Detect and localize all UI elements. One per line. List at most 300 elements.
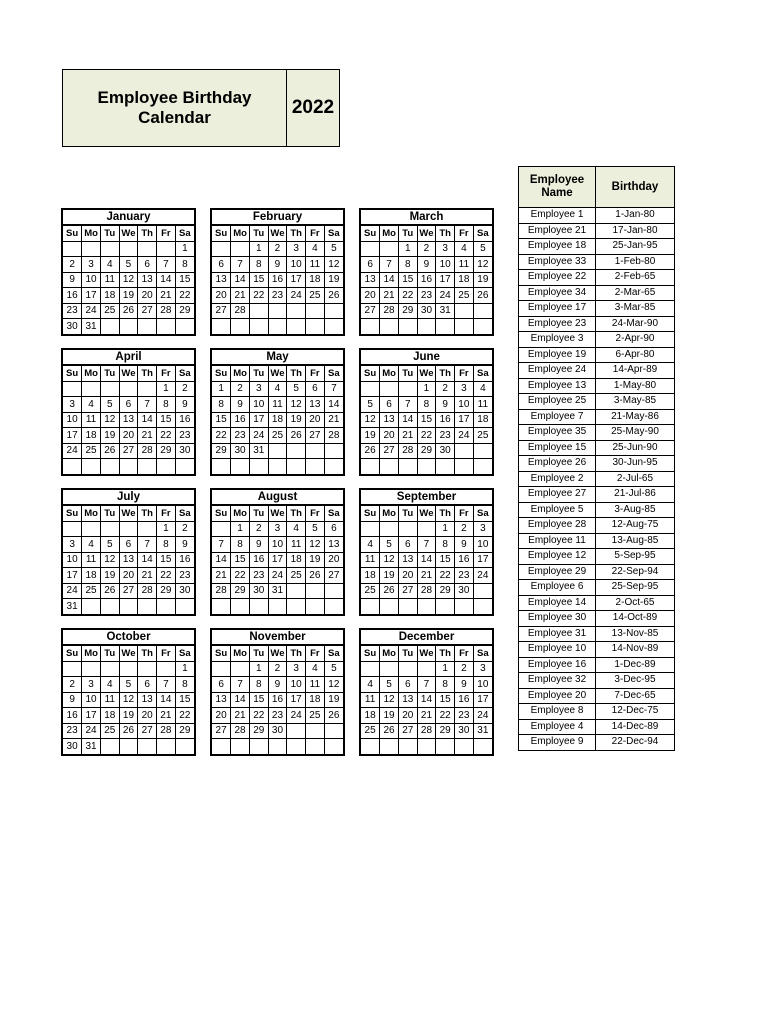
employee-name-cell: Employee 19	[519, 347, 596, 363]
weekday-header: Su	[63, 646, 82, 661]
day-cell	[82, 459, 101, 474]
day-cell: 21	[398, 428, 417, 444]
day-cell: 9	[175, 397, 194, 413]
employee-name-cell: Employee 31	[519, 626, 596, 642]
table-row	[519, 363, 675, 379]
birthday-cell: 12-Aug-75	[596, 518, 675, 534]
day-cell: 10	[436, 257, 455, 273]
day-cell	[249, 599, 268, 614]
month-days-table	[212, 646, 343, 754]
employee-name-cell: Employee 22	[519, 270, 596, 286]
day-cell: 11	[287, 537, 306, 553]
day-cell: 14	[417, 692, 436, 708]
day-cell: 18	[268, 412, 287, 428]
weekday-header: Th	[287, 226, 306, 241]
day-cell	[324, 599, 343, 614]
column-header-birthday: Birthday	[596, 167, 675, 208]
day-cell	[380, 459, 399, 474]
weekday-header: Tu	[249, 366, 268, 381]
day-cell: 20	[398, 708, 417, 724]
weekday-header: Mo	[231, 506, 250, 521]
day-cell	[361, 319, 380, 334]
day-cell	[249, 739, 268, 754]
day-cell: 16	[268, 272, 287, 288]
day-cell: 5	[100, 397, 119, 413]
day-cell	[268, 443, 287, 459]
day-cell: 10	[63, 412, 82, 428]
day-cell	[231, 319, 250, 334]
day-cell: 9	[175, 537, 194, 553]
day-cell	[175, 599, 194, 614]
day-cell	[306, 443, 325, 459]
day-cell: 30	[268, 723, 287, 739]
table-row	[519, 223, 675, 239]
employee-name-cell: Employee 9	[519, 735, 596, 751]
weekday-header: Mo	[231, 646, 250, 661]
day-cell	[473, 459, 492, 474]
weekday-header: Su	[212, 226, 231, 241]
day-cell	[231, 739, 250, 754]
day-cell	[398, 381, 417, 397]
birthday-cell: 3-Dec-95	[596, 673, 675, 689]
day-cell: 1	[436, 521, 455, 537]
weekday-header: Su	[212, 366, 231, 381]
day-cell: 2	[268, 241, 287, 257]
day-cell: 21	[231, 288, 250, 304]
day-cell	[138, 241, 157, 257]
day-cell: 15	[398, 272, 417, 288]
day-cell: 17	[82, 708, 101, 724]
day-cell: 29	[157, 443, 176, 459]
day-cell: 28	[157, 723, 176, 739]
day-cell	[175, 459, 194, 474]
day-cell: 21	[138, 428, 157, 444]
birthday-cell: 2-Apr-90	[596, 332, 675, 348]
day-cell: 22	[249, 288, 268, 304]
weekday-header: Mo	[231, 366, 250, 381]
day-cell: 17	[82, 288, 101, 304]
day-cell: 13	[324, 537, 343, 553]
table-row	[519, 595, 675, 611]
day-cell: 3	[63, 397, 82, 413]
day-cell: 8	[157, 397, 176, 413]
day-cell	[380, 599, 399, 614]
day-cell: 11	[473, 397, 492, 413]
day-cell: 5	[100, 537, 119, 553]
day-cell	[436, 319, 455, 334]
employee-name-cell: Employee 25	[519, 394, 596, 410]
day-cell: 11	[306, 257, 325, 273]
day-cell: 6	[212, 677, 231, 693]
month-calendar	[210, 208, 345, 336]
day-cell: 1	[212, 381, 231, 397]
employee-name-cell: Employee 2	[519, 471, 596, 487]
day-cell	[100, 521, 119, 537]
day-cell: 30	[417, 303, 436, 319]
day-cell: 13	[212, 692, 231, 708]
day-cell: 10	[82, 272, 101, 288]
weekday-header: We	[417, 506, 436, 521]
day-cell: 26	[287, 428, 306, 444]
day-cell: 1	[157, 381, 176, 397]
day-cell	[119, 241, 138, 257]
weekday-header: Th	[436, 506, 455, 521]
day-cell	[455, 303, 474, 319]
day-cell: 6	[398, 537, 417, 553]
day-cell	[82, 661, 101, 677]
table-row	[519, 487, 675, 503]
employee-name-cell: Employee 6	[519, 580, 596, 596]
day-cell: 12	[324, 257, 343, 273]
day-cell: 10	[268, 537, 287, 553]
day-cell: 3	[287, 241, 306, 257]
day-cell: 22	[175, 708, 194, 724]
page-title: Employee Birthday Calendar	[63, 70, 287, 146]
day-cell	[100, 381, 119, 397]
day-cell: 11	[361, 692, 380, 708]
day-cell: 3	[63, 537, 82, 553]
day-cell: 25	[100, 723, 119, 739]
day-cell: 3	[473, 661, 492, 677]
day-cell: 10	[455, 397, 474, 413]
table-row	[519, 316, 675, 332]
weekday-header: Fr	[157, 646, 176, 661]
day-cell	[398, 521, 417, 537]
day-cell	[306, 599, 325, 614]
day-cell	[231, 661, 250, 677]
day-cell	[157, 661, 176, 677]
month-name: September	[361, 490, 492, 506]
day-cell	[138, 319, 157, 334]
day-cell	[119, 739, 138, 754]
employee-name-cell: Employee 13	[519, 378, 596, 394]
month-days-table	[63, 226, 194, 334]
day-cell	[287, 319, 306, 334]
day-cell: 12	[380, 552, 399, 568]
day-cell	[324, 319, 343, 334]
day-cell	[306, 739, 325, 754]
day-cell	[287, 443, 306, 459]
day-cell	[82, 241, 101, 257]
day-cell: 31	[473, 723, 492, 739]
day-cell	[473, 443, 492, 459]
day-cell: 16	[249, 552, 268, 568]
day-cell	[175, 739, 194, 754]
day-cell: 24	[268, 568, 287, 584]
day-cell: 14	[417, 552, 436, 568]
day-cell: 9	[231, 397, 250, 413]
day-cell: 26	[380, 723, 399, 739]
day-cell: 16	[268, 692, 287, 708]
day-cell: 25	[82, 443, 101, 459]
day-cell: 25	[473, 428, 492, 444]
day-cell: 3	[436, 241, 455, 257]
day-cell	[119, 661, 138, 677]
day-cell: 26	[119, 723, 138, 739]
month-calendar	[210, 628, 345, 756]
weekday-header: Sa	[175, 646, 194, 661]
day-cell	[380, 319, 399, 334]
weekday-header: Su	[212, 646, 231, 661]
weekday-header: Fr	[306, 646, 325, 661]
table-row	[519, 657, 675, 673]
day-cell: 15	[157, 412, 176, 428]
table-row	[519, 347, 675, 363]
day-cell: 16	[455, 692, 474, 708]
day-cell: 3	[287, 661, 306, 677]
birthday-cell: 2-Feb-65	[596, 270, 675, 286]
day-cell: 31	[63, 599, 82, 614]
day-cell: 25	[100, 303, 119, 319]
day-cell	[212, 319, 231, 334]
day-cell	[268, 303, 287, 319]
day-cell: 29	[231, 583, 250, 599]
day-cell: 6	[398, 677, 417, 693]
weekday-header: Mo	[380, 646, 399, 661]
day-cell: 16	[417, 272, 436, 288]
table-row	[519, 735, 675, 751]
weekday-header: We	[119, 366, 138, 381]
day-cell: 23	[175, 428, 194, 444]
weekday-header: Sa	[473, 506, 492, 521]
day-cell: 13	[212, 272, 231, 288]
weekday-header: We	[119, 506, 138, 521]
day-cell	[398, 319, 417, 334]
weekday-header: Mo	[380, 506, 399, 521]
day-cell: 27	[212, 303, 231, 319]
day-cell: 27	[138, 723, 157, 739]
day-cell	[417, 599, 436, 614]
employee-name-cell: Employee 17	[519, 301, 596, 317]
day-cell: 11	[306, 677, 325, 693]
day-cell: 8	[436, 537, 455, 553]
day-cell: 22	[249, 708, 268, 724]
day-cell: 9	[455, 677, 474, 693]
table-row	[519, 301, 675, 317]
birthday-cell: 25-Jun-90	[596, 440, 675, 456]
day-cell: 28	[417, 723, 436, 739]
weekday-header: We	[417, 366, 436, 381]
day-cell: 22	[212, 428, 231, 444]
table-row	[519, 471, 675, 487]
day-cell: 10	[473, 537, 492, 553]
day-cell: 2	[268, 661, 287, 677]
day-cell: 25	[455, 288, 474, 304]
day-cell: 13	[138, 272, 157, 288]
day-cell: 4	[306, 661, 325, 677]
day-cell: 9	[436, 397, 455, 413]
weekday-header: Tu	[398, 646, 417, 661]
day-cell: 5	[119, 677, 138, 693]
day-cell: 9	[268, 677, 287, 693]
day-cell: 25	[306, 708, 325, 724]
day-cell: 2	[63, 257, 82, 273]
day-cell	[212, 459, 231, 474]
day-cell: 28	[231, 303, 250, 319]
weekday-header: Su	[212, 506, 231, 521]
day-cell: 26	[324, 708, 343, 724]
day-cell: 21	[417, 708, 436, 724]
day-cell: 1	[175, 241, 194, 257]
weekday-header: We	[268, 366, 287, 381]
day-cell: 17	[455, 412, 474, 428]
day-cell: 16	[231, 412, 250, 428]
day-cell: 13	[119, 412, 138, 428]
day-cell: 7	[212, 537, 231, 553]
day-cell	[455, 443, 474, 459]
month-days-table	[212, 226, 343, 334]
day-cell: 31	[249, 443, 268, 459]
day-cell: 29	[175, 303, 194, 319]
day-cell	[473, 303, 492, 319]
weekday-header: Th	[436, 646, 455, 661]
day-cell: 21	[212, 568, 231, 584]
day-cell: 16	[175, 412, 194, 428]
employee-name-cell: Employee 8	[519, 704, 596, 720]
day-cell	[63, 661, 82, 677]
birthday-cell: 13-Aug-85	[596, 533, 675, 549]
table-row	[519, 440, 675, 456]
weekday-header: Tu	[100, 646, 119, 661]
day-cell: 21	[417, 568, 436, 584]
day-cell: 15	[249, 272, 268, 288]
weekday-header: Th	[287, 366, 306, 381]
day-cell: 30	[455, 723, 474, 739]
weekday-header: Tu	[100, 506, 119, 521]
month-name: February	[212, 210, 343, 226]
day-cell: 27	[212, 723, 231, 739]
day-cell: 20	[138, 708, 157, 724]
weekday-header: We	[268, 506, 287, 521]
day-cell: 18	[100, 708, 119, 724]
day-cell: 4	[82, 397, 101, 413]
day-cell: 15	[212, 412, 231, 428]
birthday-table	[518, 166, 675, 751]
day-cell: 17	[63, 568, 82, 584]
day-cell	[455, 319, 474, 334]
day-cell: 28	[138, 443, 157, 459]
day-cell: 27	[119, 583, 138, 599]
day-cell: 28	[417, 583, 436, 599]
month-name: December	[361, 630, 492, 646]
day-cell: 8	[417, 397, 436, 413]
day-cell	[306, 303, 325, 319]
day-cell: 17	[287, 692, 306, 708]
day-cell: 5	[306, 521, 325, 537]
day-cell	[119, 521, 138, 537]
employee-name-cell: Employee 30	[519, 611, 596, 627]
day-cell: 3	[249, 381, 268, 397]
weekday-header: We	[119, 646, 138, 661]
day-cell: 12	[473, 257, 492, 273]
weekday-header: Th	[138, 646, 157, 661]
birthday-cell: 3-May-85	[596, 394, 675, 410]
day-cell	[473, 319, 492, 334]
day-cell: 5	[324, 241, 343, 257]
day-cell: 5	[380, 537, 399, 553]
employee-name-cell: Employee 16	[519, 657, 596, 673]
employee-name-cell: Employee 21	[519, 223, 596, 239]
column-header-employee-name: Employee Name	[519, 167, 596, 208]
weekday-header: Fr	[455, 366, 474, 381]
day-cell: 21	[380, 288, 399, 304]
day-cell: 4	[306, 241, 325, 257]
day-cell: 14	[398, 412, 417, 428]
day-cell: 10	[249, 397, 268, 413]
day-cell	[231, 241, 250, 257]
day-cell: 9	[455, 537, 474, 553]
day-cell: 25	[306, 288, 325, 304]
day-cell: 4	[287, 521, 306, 537]
day-cell: 18	[306, 272, 325, 288]
month-calendar	[359, 628, 494, 756]
employee-name-cell: Employee 27	[519, 487, 596, 503]
day-cell: 21	[157, 708, 176, 724]
weekday-header: Su	[63, 506, 82, 521]
month-days-table	[361, 366, 492, 474]
day-cell	[82, 521, 101, 537]
day-cell: 5	[380, 677, 399, 693]
day-cell: 14	[324, 397, 343, 413]
day-cell: 26	[119, 303, 138, 319]
day-cell: 7	[138, 537, 157, 553]
birthday-cell: 5-Sep-95	[596, 549, 675, 565]
day-cell	[212, 739, 231, 754]
day-cell: 18	[361, 708, 380, 724]
day-cell	[306, 583, 325, 599]
birthday-cell: 14-Nov-89	[596, 642, 675, 658]
day-cell: 31	[268, 583, 287, 599]
day-cell	[361, 739, 380, 754]
day-cell: 23	[455, 568, 474, 584]
day-cell: 6	[138, 677, 157, 693]
day-cell: 10	[473, 677, 492, 693]
weekday-header: Th	[287, 646, 306, 661]
day-cell: 23	[455, 708, 474, 724]
day-cell: 3	[473, 521, 492, 537]
day-cell: 12	[380, 692, 399, 708]
weekday-header: Th	[436, 226, 455, 241]
weekday-header: Fr	[157, 226, 176, 241]
day-cell: 9	[417, 257, 436, 273]
day-cell: 20	[398, 568, 417, 584]
table-row	[519, 549, 675, 565]
employee-name-cell: Employee 28	[519, 518, 596, 534]
birthday-cell: 2-Mar-65	[596, 285, 675, 301]
day-cell: 2	[436, 381, 455, 397]
day-cell: 9	[63, 692, 82, 708]
employee-name-cell: Employee 15	[519, 440, 596, 456]
day-cell: 24	[63, 583, 82, 599]
day-cell	[380, 381, 399, 397]
day-cell: 6	[361, 257, 380, 273]
day-cell: 17	[63, 428, 82, 444]
day-cell	[417, 521, 436, 537]
day-cell	[212, 599, 231, 614]
weekday-header: Fr	[157, 506, 176, 521]
birthday-cell: 24-Mar-90	[596, 316, 675, 332]
day-cell: 22	[398, 288, 417, 304]
employee-name-cell: Employee 35	[519, 425, 596, 441]
day-cell: 5	[361, 397, 380, 413]
day-cell: 30	[63, 739, 82, 754]
birthday-cell: 6-Apr-80	[596, 347, 675, 363]
day-cell: 24	[473, 708, 492, 724]
month-days-table	[361, 646, 492, 754]
weekday-header: Sa	[473, 226, 492, 241]
day-cell: 11	[361, 552, 380, 568]
day-cell: 23	[436, 428, 455, 444]
